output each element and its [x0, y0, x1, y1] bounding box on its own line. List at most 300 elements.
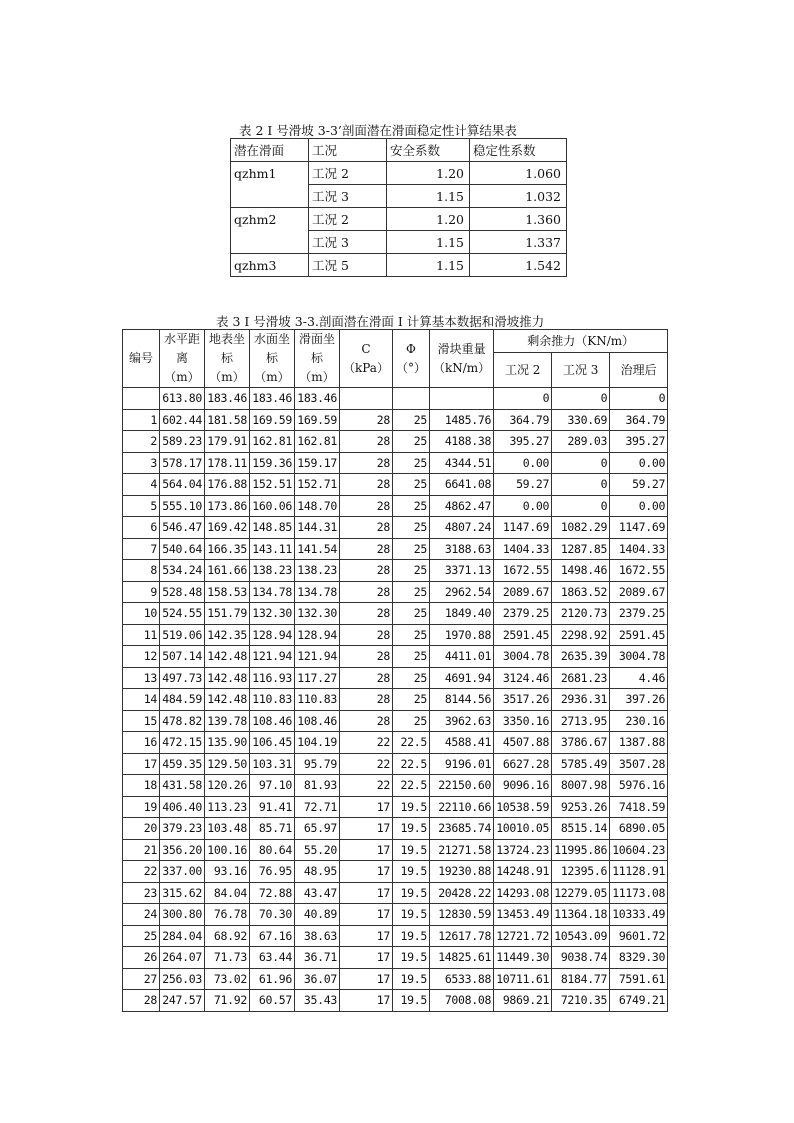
table-cell: 26	[123, 947, 160, 969]
table-cell: 22	[340, 732, 393, 754]
table-cell: 11995.86	[552, 839, 610, 861]
table-cell: 12	[123, 646, 160, 668]
header-text: C	[361, 341, 371, 356]
table-cell: 7418.59	[610, 796, 668, 818]
table-cell: 0	[494, 388, 552, 410]
table-cell: 4507.88	[494, 732, 552, 754]
table-row	[123, 624, 668, 646]
table-cell: 1.15	[387, 231, 470, 254]
table-cell: 472.15	[160, 732, 205, 754]
table-cell: 28	[340, 667, 393, 689]
table-cell: 151.79	[205, 603, 250, 625]
table-cell: 478.82	[160, 710, 205, 732]
table-cell: 23	[123, 882, 160, 904]
table-cell: 103.31	[250, 753, 295, 775]
table-row	[123, 904, 668, 926]
table-cell: 28	[340, 560, 393, 582]
table-row	[231, 254, 567, 277]
table-cell: 602.44	[160, 409, 205, 431]
table-cell: 25	[392, 560, 429, 582]
table-cell	[231, 185, 309, 208]
table-cell: 16	[123, 732, 160, 754]
table-row	[123, 732, 668, 754]
table-row	[231, 162, 567, 185]
header-cell: 安全系数	[387, 139, 470, 162]
table-cell: 72.71	[295, 796, 340, 818]
table-cell: 0	[610, 388, 668, 410]
table-cell: 142.48	[205, 689, 250, 711]
table-cell: 61.96	[250, 968, 295, 990]
table-cell: 25	[392, 409, 429, 431]
table-cell: 22	[340, 753, 393, 775]
table-cell: 169.59	[250, 409, 295, 431]
table-row	[123, 538, 668, 560]
table-cell: 128.94	[250, 624, 295, 646]
table-cell: 55.20	[295, 839, 340, 861]
table-cell: 63.44	[250, 947, 295, 969]
table-cell: 22.5	[392, 753, 429, 775]
table-cell: 497.73	[160, 667, 205, 689]
table-cell: 613.80	[160, 388, 205, 410]
table-cell: 128.94	[295, 624, 340, 646]
header-text: 标（m）	[209, 351, 245, 384]
table-cell: 1387.88	[610, 732, 668, 754]
table-cell: 540.64	[160, 538, 205, 560]
table-cell: 0	[552, 452, 610, 474]
table-cell: 9	[123, 581, 160, 603]
table3-caption: 表 3 I 号滑坡 3-3.剖面潜在滑面 I 计算基本数据和滑坡推力	[216, 314, 545, 329]
table-cell: 289.03	[552, 431, 610, 453]
table-cell: 3517.26	[494, 689, 552, 711]
table-cell: 519.06	[160, 624, 205, 646]
table-row	[123, 689, 668, 711]
table-cell: 546.47	[160, 517, 205, 539]
table-cell: 169.42	[205, 517, 250, 539]
table-row	[123, 882, 668, 904]
table-cell: 183.46	[250, 388, 295, 410]
table-cell: 181.58	[205, 409, 250, 431]
table-cell: 19.5	[392, 861, 429, 883]
table-cell: 25	[392, 452, 429, 474]
table-row	[231, 231, 567, 254]
table-cell: 22.5	[392, 732, 429, 754]
table-cell: 68.92	[205, 925, 250, 947]
table-cell: 97.10	[250, 775, 295, 797]
table-cell: 2713.95	[552, 710, 610, 732]
table-cell: 67.16	[250, 925, 295, 947]
table-cell: 工况 5	[309, 254, 387, 277]
table-cell: 160.06	[250, 495, 295, 517]
table-header-row	[123, 330, 668, 353]
table-cell: 4411.01	[429, 646, 493, 668]
table-cell: 10	[123, 603, 160, 625]
table-cell: 11449.30	[494, 947, 552, 969]
table-cell: 138.23	[250, 560, 295, 582]
table-cell: 129.50	[205, 753, 250, 775]
table-row	[123, 409, 668, 431]
table-cell: 1287.85	[552, 538, 610, 560]
table-cell: 3004.78	[610, 646, 668, 668]
table-row	[123, 431, 668, 453]
table-row	[123, 517, 668, 539]
table-cell: 106.45	[250, 732, 295, 754]
table-cell: 4588.41	[429, 732, 493, 754]
table-cell: 11173.08	[610, 882, 668, 904]
header-text: （kPa）	[343, 360, 389, 375]
table-cell: 22	[340, 775, 393, 797]
header-text: 水平距	[163, 332, 200, 346]
table-cell: 1404.33	[494, 538, 552, 560]
table-cell: 6641.08	[429, 474, 493, 496]
table-cell: 300.80	[160, 904, 205, 926]
table-row	[123, 947, 668, 969]
table-cell: 17	[340, 968, 393, 990]
table-cell: 25	[123, 925, 160, 947]
table-cell: 1498.46	[552, 560, 610, 582]
table-row	[123, 581, 668, 603]
table-cell	[231, 231, 309, 254]
table-cell: 28	[340, 689, 393, 711]
table-cell: 22150.60	[429, 775, 493, 797]
table-cell: 183.46	[205, 388, 250, 410]
table-cell: 2681.23	[552, 667, 610, 689]
table-cell: 11	[123, 624, 160, 646]
table-cell: 12395.6	[552, 861, 610, 883]
table-cell: 330.69	[552, 409, 610, 431]
table-row	[123, 603, 668, 625]
table-cell: qzhm2	[231, 208, 309, 231]
table-cell: 17	[340, 861, 393, 883]
table-cell: 4807.24	[429, 517, 493, 539]
table-cell: 10333.49	[610, 904, 668, 926]
table-cell: 8515.14	[552, 818, 610, 840]
table-cell: 25	[392, 517, 429, 539]
header-case3: 工况 3	[552, 353, 610, 388]
table-cell: 5976.16	[610, 775, 668, 797]
table-cell: 555.10	[160, 495, 205, 517]
table-cell	[429, 388, 493, 410]
table-cell: 19.5	[392, 839, 429, 861]
table-cell: 17	[340, 990, 393, 1012]
table-cell: 22110.66	[429, 796, 493, 818]
table-cell: 104.19	[295, 732, 340, 754]
table-cell: 1147.69	[494, 517, 552, 539]
table-row	[123, 474, 668, 496]
table-cell: 17	[123, 753, 160, 775]
table-cell: 17	[340, 947, 393, 969]
table-cell: 25	[392, 538, 429, 560]
table-cell: 9038.74	[552, 947, 610, 969]
header-text: 标（m）	[254, 351, 290, 384]
table-cell: 4188.38	[429, 431, 493, 453]
table-cell: 21	[123, 839, 160, 861]
table-cell	[392, 388, 429, 410]
header-c	[340, 330, 393, 388]
table-cell: 364.79	[494, 409, 552, 431]
table-cell: 65.97	[295, 818, 340, 840]
table-cell: 3124.46	[494, 667, 552, 689]
table-cell: 397.26	[610, 689, 668, 711]
table-cell: 406.40	[160, 796, 205, 818]
table-cell: 173.86	[205, 495, 250, 517]
table-cell: 108.46	[295, 710, 340, 732]
table-cell: 28	[340, 581, 393, 603]
table-cell: 10543.09	[552, 925, 610, 947]
table-cell: 25	[392, 495, 429, 517]
header-text: 离（m）	[164, 351, 200, 384]
table-cell: 6749.21	[610, 990, 668, 1012]
table-cell: 20	[123, 818, 160, 840]
table-cell: 4.46	[610, 667, 668, 689]
table-cell: 12617.78	[429, 925, 493, 947]
table-cell: 12279.05	[552, 882, 610, 904]
table-cell: 25	[392, 624, 429, 646]
table-cell: 25	[392, 581, 429, 603]
table-cell: 工况 2	[309, 208, 387, 231]
table-cell: 117.27	[295, 667, 340, 689]
table-cell: 59.27	[494, 474, 552, 496]
table-cell: 8007.98	[552, 775, 610, 797]
table-cell: 113.23	[205, 796, 250, 818]
table-cell: 19.5	[392, 904, 429, 926]
table-cell: 工况 3	[309, 185, 387, 208]
header-cell: 工况	[309, 139, 387, 162]
table-cell: 3004.78	[494, 646, 552, 668]
header-cell: 稳定性系数	[470, 139, 567, 162]
table-cell: 162.81	[295, 431, 340, 453]
table-cell: 工况 2	[309, 162, 387, 185]
table-cell: 25	[392, 689, 429, 711]
table-cell: 25	[392, 431, 429, 453]
table-cell: 95.79	[295, 753, 340, 775]
header-text: 水面坐	[253, 332, 290, 346]
table-cell: 1.20	[387, 162, 470, 185]
table-cell: 7008.08	[429, 990, 493, 1012]
table-cell: 28	[340, 624, 393, 646]
header-text: 滑面坐	[298, 332, 335, 346]
table-cell: 1672.55	[610, 560, 668, 582]
table-cell: 28	[340, 495, 393, 517]
table-cell: 0.00	[610, 452, 668, 474]
table-cell: 81.93	[295, 775, 340, 797]
calculation-data-table	[122, 329, 668, 1012]
table-cell: 158.53	[205, 581, 250, 603]
table-cell: 1.15	[387, 254, 470, 277]
table-cell: 142.48	[205, 667, 250, 689]
table-cell: 19.5	[392, 882, 429, 904]
table-row	[123, 775, 668, 797]
table-cell: 35.43	[295, 990, 340, 1012]
header-text: （kN/m）	[432, 360, 491, 375]
table-cell: 28	[340, 431, 393, 453]
table-cell: 19.5	[392, 818, 429, 840]
table-cell: 0.00	[610, 495, 668, 517]
table-cell: 21271.58	[429, 839, 493, 861]
table-cell: 22.5	[392, 775, 429, 797]
table-cell: 134.78	[295, 581, 340, 603]
table-cell: 22	[123, 861, 160, 883]
table-cell: 1970.88	[429, 624, 493, 646]
table-cell: 9196.01	[429, 753, 493, 775]
table-cell: 25	[392, 603, 429, 625]
table-cell: 0.00	[494, 452, 552, 474]
table-cell: 25	[392, 646, 429, 668]
table-cell: 12830.59	[429, 904, 493, 926]
table-row	[123, 646, 668, 668]
header-text: 地表坐	[208, 332, 245, 346]
table-cell: 11128.91	[610, 861, 668, 883]
table-cell: 144.31	[295, 517, 340, 539]
table-cell: 484.59	[160, 689, 205, 711]
table-cell: 80.64	[250, 839, 295, 861]
table-cell: 116.93	[250, 667, 295, 689]
table-cell: 2089.67	[494, 581, 552, 603]
header-text: Φ	[406, 341, 416, 356]
table-cell: 2120.73	[552, 603, 610, 625]
table-cell: 18	[123, 775, 160, 797]
table-row	[123, 452, 668, 474]
table-cell: 103.48	[205, 818, 250, 840]
table-cell: 159.17	[295, 452, 340, 474]
table-cell: 135.90	[205, 732, 250, 754]
table-cell: 4	[123, 474, 160, 496]
table-cell: 17	[340, 925, 393, 947]
table-cell: 19.5	[392, 990, 429, 1012]
table-cell: 8144.56	[429, 689, 493, 711]
table-cell: 28	[123, 990, 160, 1012]
table-cell: 142.48	[205, 646, 250, 668]
table-cell: 72.88	[250, 882, 295, 904]
table-cell: 1849.40	[429, 603, 493, 625]
table-cell: 256.03	[160, 968, 205, 990]
table-cell: 11364.18	[552, 904, 610, 926]
header-water	[250, 330, 295, 388]
table-cell: 0	[552, 474, 610, 496]
table-cell: 166.35	[205, 538, 250, 560]
table-cell: 4344.51	[429, 452, 493, 474]
table-body	[123, 388, 668, 1012]
table-cell: 9601.72	[610, 925, 668, 947]
table-row	[123, 796, 668, 818]
table-row	[123, 839, 668, 861]
table-row	[123, 968, 668, 990]
table-cell: 10604.23	[610, 839, 668, 861]
table-cell: 132.30	[295, 603, 340, 625]
table-row	[123, 753, 668, 775]
table-cell: 1.360	[470, 208, 567, 231]
table-cell: 7210.35	[552, 990, 610, 1012]
table-cell: 28	[340, 646, 393, 668]
table-cell: 2591.45	[494, 624, 552, 646]
table-cell: 19.5	[392, 947, 429, 969]
table-cell: 6890.05	[610, 818, 668, 840]
table-cell: 19230.88	[429, 861, 493, 883]
table-cell: 230.16	[610, 710, 668, 732]
table-cell: 564.04	[160, 474, 205, 496]
table-cell: 110.83	[295, 689, 340, 711]
table-cell: 70.30	[250, 904, 295, 926]
table-cell: 159.36	[250, 452, 295, 474]
table-cell: 28	[340, 710, 393, 732]
table-cell: 5	[123, 495, 160, 517]
table-cell: 19	[123, 796, 160, 818]
table-cell: 1082.29	[552, 517, 610, 539]
table-cell: 524.55	[160, 603, 205, 625]
table-cell: 178.11	[205, 452, 250, 474]
table-cell: 6	[123, 517, 160, 539]
table-cell: 148.85	[250, 517, 295, 539]
table-cell: 48.95	[295, 861, 340, 883]
table-cell: 183.46	[295, 388, 340, 410]
table-cell: 10010.05	[494, 818, 552, 840]
table-cell: 40.89	[295, 904, 340, 926]
table-cell: 19.5	[392, 968, 429, 990]
table-cell: 121.94	[295, 646, 340, 668]
table-cell: 0.00	[494, 495, 552, 517]
table-cell: 2379.25	[610, 603, 668, 625]
table-cell: 3371.13	[429, 560, 493, 582]
table-cell: 13724.23	[494, 839, 552, 861]
table-cell: 3507.28	[610, 753, 668, 775]
table-cell: 1	[123, 409, 160, 431]
table-row	[123, 990, 668, 1012]
table-cell: 1.542	[470, 254, 567, 277]
table-cell: 100.16	[205, 839, 250, 861]
table-cell: 12721.72	[494, 925, 552, 947]
table-cell: 28	[340, 603, 393, 625]
table-cell: 1.060	[470, 162, 567, 185]
table-cell: 5785.49	[552, 753, 610, 775]
table-cell: 36.71	[295, 947, 340, 969]
table-cell: 152.71	[295, 474, 340, 496]
table-cell: 19.5	[392, 925, 429, 947]
table-cell: 28	[340, 538, 393, 560]
table-cell: 534.24	[160, 560, 205, 582]
table-row	[123, 710, 668, 732]
table-cell: 7	[123, 538, 160, 560]
table-cell: 1485.76	[429, 409, 493, 431]
table-cell: 71.73	[205, 947, 250, 969]
table-cell: 2	[123, 431, 160, 453]
table-cell: 2962.54	[429, 581, 493, 603]
header-treated: 治理后	[610, 353, 668, 388]
table-cell: 337.00	[160, 861, 205, 883]
table-cell: 9253.26	[552, 796, 610, 818]
table-cell: 28	[340, 517, 393, 539]
table-cell: 395.27	[610, 431, 668, 453]
table-cell: 2936.31	[552, 689, 610, 711]
table-cell: 17	[340, 882, 393, 904]
table-cell: 315.62	[160, 882, 205, 904]
table-cell: 9096.16	[494, 775, 552, 797]
table-cell: 3962.63	[429, 710, 493, 732]
table-row	[123, 495, 668, 517]
table-cell: 139.78	[205, 710, 250, 732]
table-cell: 0	[552, 388, 610, 410]
table-cell: 3188.63	[429, 538, 493, 560]
table-cell: 431.58	[160, 775, 205, 797]
table-cell: 141.54	[295, 538, 340, 560]
table-row	[231, 185, 567, 208]
table-cell: 176.88	[205, 474, 250, 496]
table-cell: 247.57	[160, 990, 205, 1012]
table-cell: 28	[340, 409, 393, 431]
table2-caption: 表 2 I 号滑坡 3-3’剖面潜在滑面稳定性计算结果表	[239, 123, 517, 138]
table-cell: 179.91	[205, 431, 250, 453]
table-cell: 120.26	[205, 775, 250, 797]
table-cell: 264.07	[160, 947, 205, 969]
table-cell: 13	[123, 667, 160, 689]
